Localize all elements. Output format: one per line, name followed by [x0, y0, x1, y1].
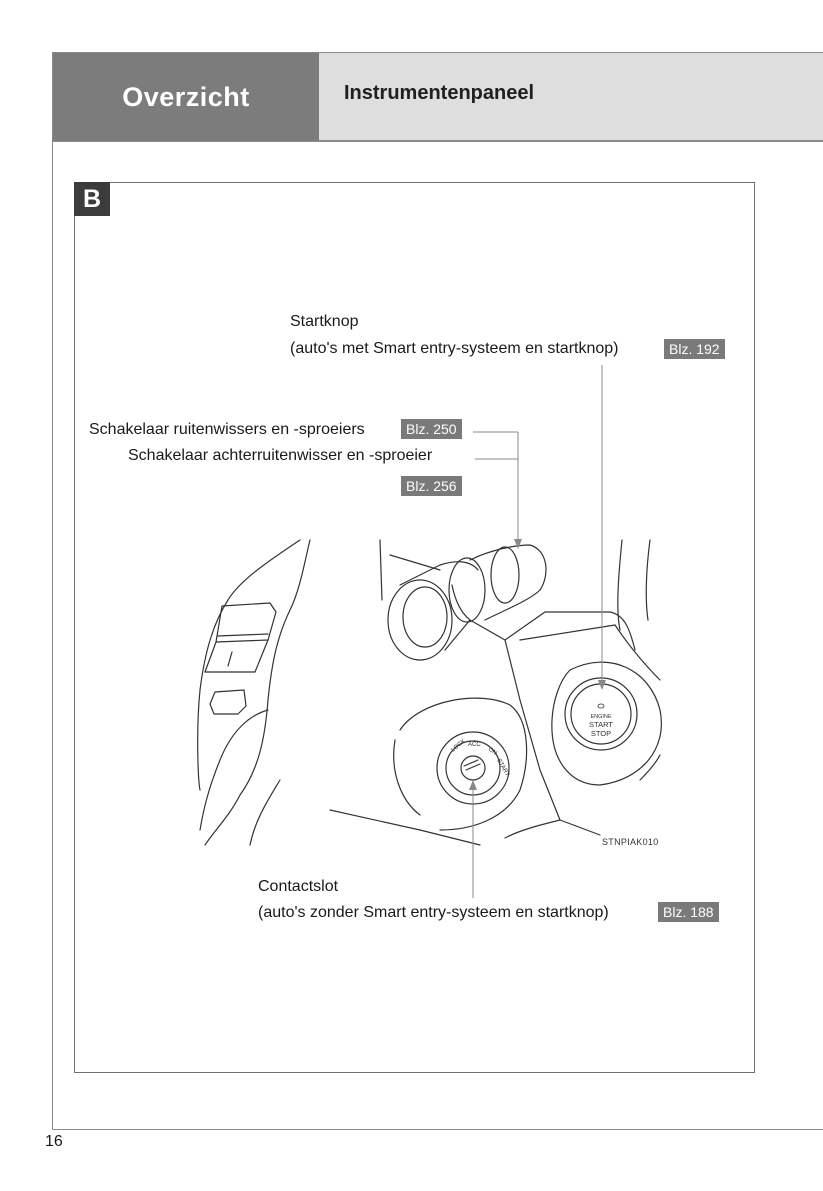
steering-column	[388, 580, 452, 660]
figure-code: STNPIAK010	[602, 837, 659, 847]
ignition-subtitle: (auto's zonder Smart entry-systeem en startknop)	[258, 904, 609, 921]
wiper-switch-page-ref[interactable]: Blz. 250	[401, 419, 462, 439]
key-position-on: ON	[486, 746, 498, 757]
button-text-start: START	[589, 720, 613, 729]
rear-wiper-switch-label: Schakelaar achterruitenwisser en -sproeier	[128, 447, 433, 464]
ignition-title: Contactslot	[258, 878, 339, 895]
key-position-lock: LOCK	[450, 738, 467, 754]
rear-wiper-switch-page-ref[interactable]: Blz. 256	[401, 476, 462, 496]
page-title: Instrumentenpaneel	[344, 82, 535, 104]
ignition-page-ref[interactable]: Blz. 188	[658, 902, 719, 922]
door-panel-outline	[198, 540, 300, 790]
button-text-engine: ENGINE	[590, 714, 612, 720]
key-position-acc: ACC	[468, 742, 481, 748]
page-number: 16	[45, 1133, 63, 1150]
section-letter-badge: B	[74, 182, 110, 216]
section-tab: Overzicht	[53, 53, 319, 141]
start-button-page-ref[interactable]: Blz. 192	[664, 339, 725, 359]
wiper-switch-label: Schakelaar ruitenwissers en -sproeiers	[89, 421, 365, 438]
key-position-start: START	[495, 758, 511, 778]
start-button-title: Startknop	[290, 313, 359, 330]
start-button-subtitle: (auto's met Smart entry-systeem en startknop)	[290, 340, 619, 357]
ignition-panel	[400, 698, 527, 830]
mirror-switch	[210, 690, 246, 714]
button-text-stop: STOP	[590, 729, 612, 738]
